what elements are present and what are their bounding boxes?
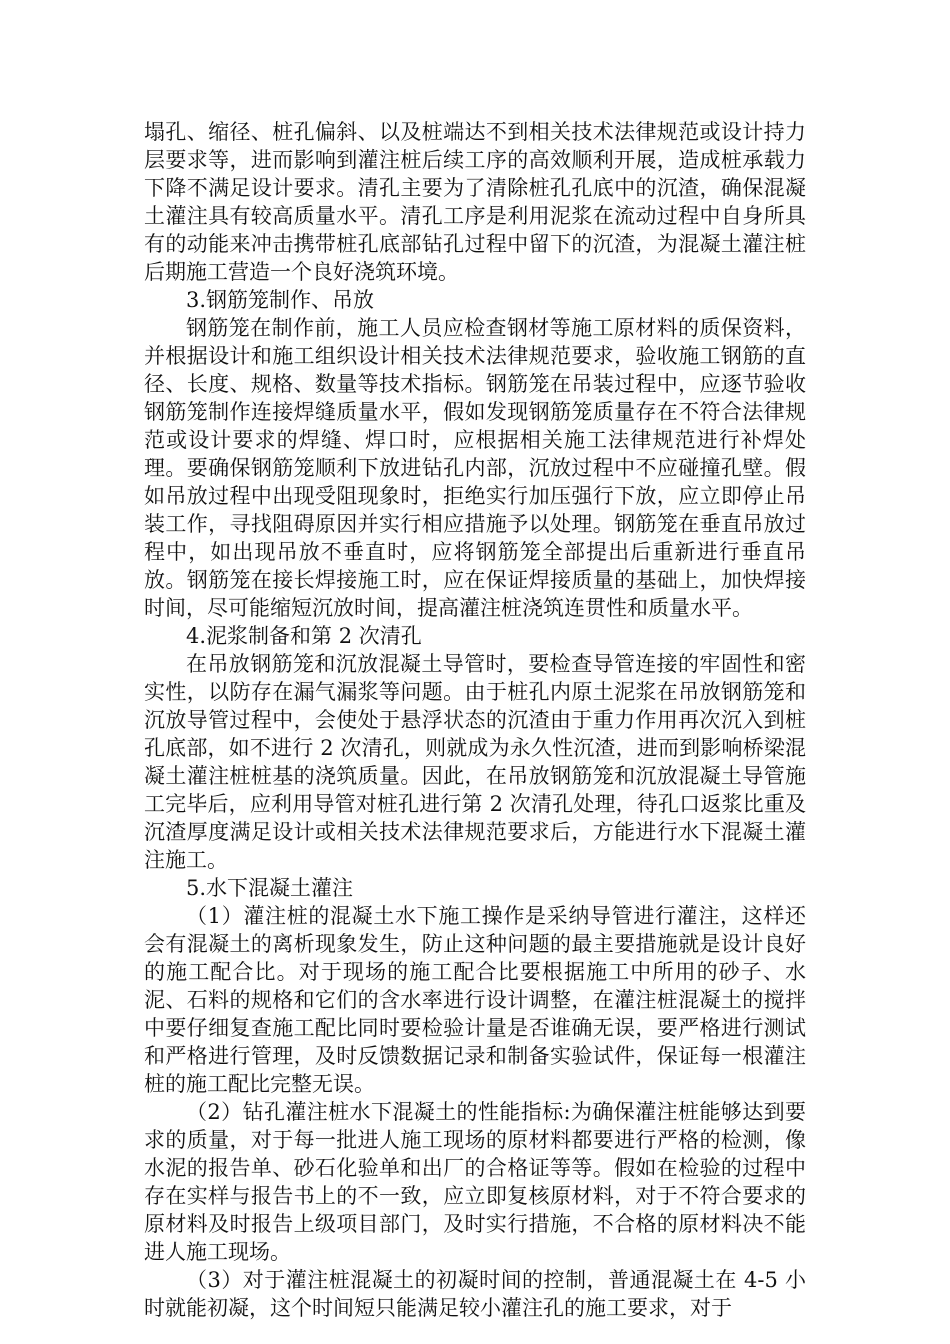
body-paragraph: 在吊放钢筋笼和沉放混凝土导管时，要检查导管连接的牢固性和密实性，以防存在漏气漏浆等问题。由于桩孔内原土泥浆在吊放钢筋笼和沉放导管过程中，会使处于悬浮状态的沉渣由于重力作用再次沉入到桩孔底部，如不进行 2 次清孔，则就成为永久性沉渣，进而到影响桥梁混凝土灌注桩桩基的浇筑质量。因此，在吊放钢筋笼和沉放混凝土导管施工完毕后，应利用导管对桩孔进行第 2 次清孔处理，待孔口返浆比重及沉渣厚度满足设计或相关技术法律规范要求后，方能进行水下混凝土灌注施工。 (144, 652, 806, 872)
body-paragraph: （3）对于灌注桩混凝土的初凝时间的控制，普通混凝土在 4-5 小时就能初凝，这个时间短只能满足较小灌注孔的施工要求，对于 (144, 1268, 806, 1320)
section-heading: 5.水下混凝土灌注 (186, 876, 354, 900)
section-heading: 4.泥浆制备和第 2 次清孔 (186, 624, 422, 648)
body-paragraph: 塌孔、缩径、桩孔偏斜、以及桩端达不到相关技术法律规范或设计持力层要求等，进而影响到灌注桩后续工序的高效顺利开展，造成桩承载力下降不满足设计要求。清孔主要为了清除桩孔孔底中的沉渣，确保混凝土灌注具有较高质量水平。清孔工序是利用泥浆在流动过程中自身所具有的动能来冲击携带桩孔底部钻孔过程中留下的沉渣，为混凝土灌注桩后期施工营造一个良好浇筑环境。 (144, 120, 806, 284)
document-page (144, 118, 806, 1322)
section-heading: 3.钢筋笼制作、吊放 (186, 288, 375, 312)
body-paragraph: 钢筋笼在制作前，施工人员应检查钢材等施工原材料的质保资料，并根据设计和施工组织设计相关技术法律规范要求，验收施工钢筋的直径、长度、规格、数量等技术指标。钢筋笼在吊装过程中，应逐节验收钢筋笼制作连接焊缝质量水平，假如发现钢筋笼质量存在不符合法律规范或设计要求的焊缝、焊口时，应根据相关施工法律规范进行补焊处理。要确保钢筋笼顺利下放进钻孔内部，沉放过程中不应碰撞孔壁。假如吊放过程中出现受阻现象时，拒绝实行加压强行下放，应立即停止吊装工作，寻找阻碍原因并实行相应措施予以处理。钢筋笼在垂直吊放过程中，如出现吊放不垂直时，应将钢筋笼全部提出后重新进行垂直吊放。钢筋笼在接长焊接施工时，应在保证焊接质量的基础上，加快焊接时间，尽可能缩短沉放时间，提高灌注桩浇筑连贯性和质量水平。 (144, 316, 806, 620)
body-paragraph: （2）钻孔灌注桩水下混凝土的性能指标:为确保灌注桩能够达到要求的质量，对于每一批进人施工现场的原材料都要进行严格的检测，像水泥的报告单、砂石化验单和出厂的合格证等等。假如在检验的过程中存在实样与报告书上的不一致，应立即复核原材料，对于不符合要求的原材料及时报告上级项目部门，及时实行措施，不合格的原材料决不能进人施工现场。 (144, 1100, 806, 1264)
body-paragraph: （1）灌注桩的混凝土水下施工操作是采纳导管进行灌注，这样还会有混凝土的离析现象发生，防止这种问题的最主要措施就是设计良好的施工配合比。对于现场的施工配合比要根据施工中所用的砂子、水泥、石料的规格和它们的含水率进行设计调整，在灌注桩混凝土的搅拌中要仔细复查施工配比同时要检验计量是否谁确无误，要严格进行测试和严格进行管理，及时反馈数据记录和制备实验试件，保证每一根灌注桩的施工配比完整无误。 (144, 904, 806, 1096)
